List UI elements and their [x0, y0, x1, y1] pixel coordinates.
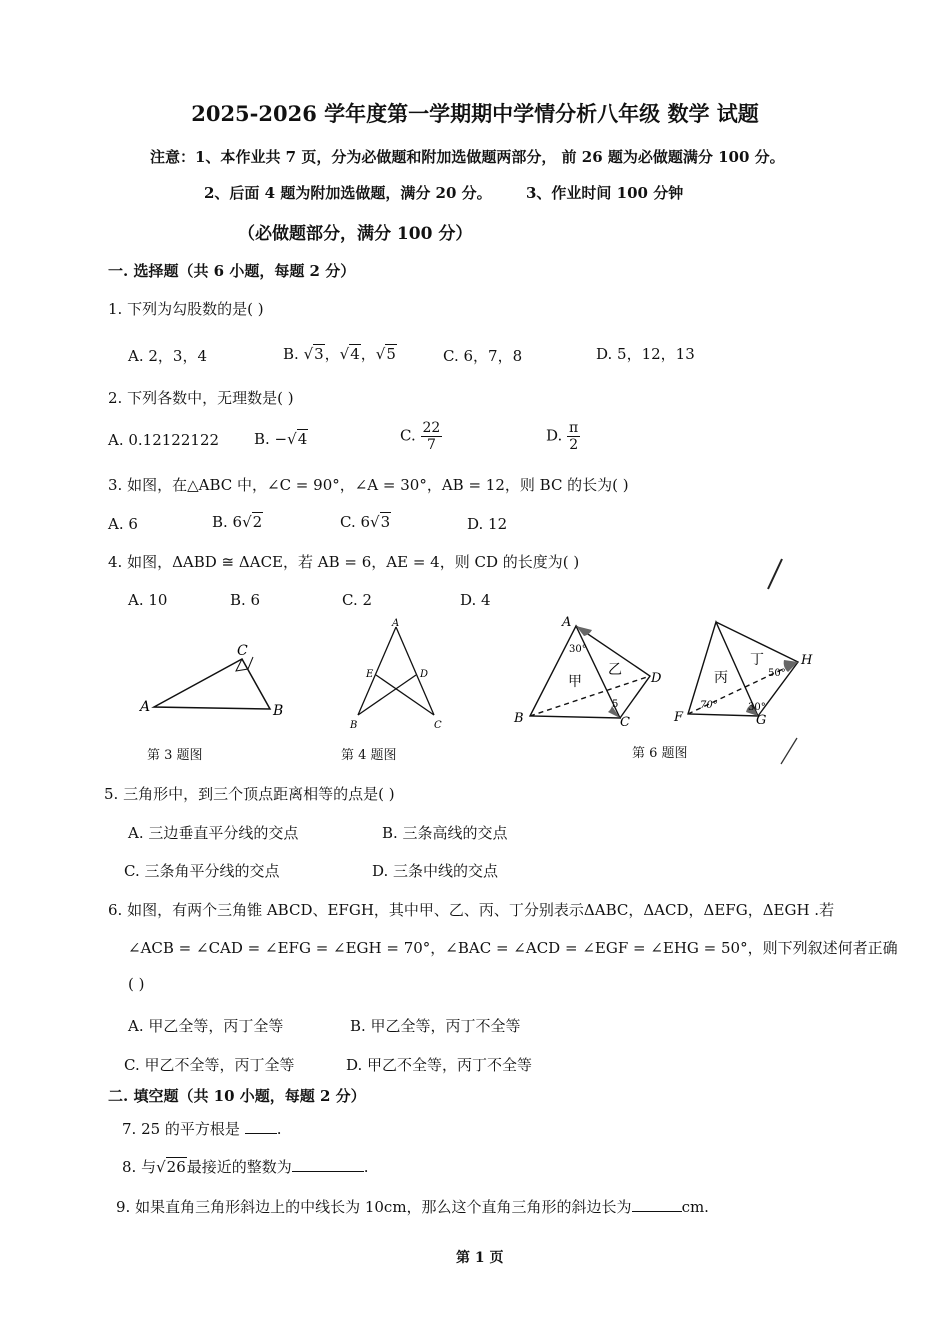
section1-heading: 一. 选择题（共 6 小题，每题 2 分） — [108, 262, 356, 280]
note-line-2b: 3、作业时间 100 分钟 — [526, 184, 684, 202]
q9-answer-blank[interactable] — [632, 1195, 682, 1212]
figure-q6-left — [508, 612, 678, 732]
q3-option-c: C. 6√3 — [340, 513, 391, 531]
q1-option-a: A. 2，3，4 — [128, 347, 207, 365]
q5-stem: 5. 三角形中，到三个顶点距离相等的点是( ) — [104, 785, 395, 803]
q6-option-b: B. 甲乙全等，丙丁不全等 — [350, 1017, 521, 1035]
label-a: A — [562, 615, 572, 630]
angle-70: 70° — [700, 700, 718, 711]
label-c: C — [237, 643, 248, 659]
q4-option-b: B. 6 — [230, 591, 261, 609]
q7-answer-blank[interactable] — [245, 1117, 277, 1134]
caption-fig3: 第 3 题图 — [147, 748, 203, 763]
q4-option-a: A. 10 — [128, 591, 168, 609]
q3-option-a: A. 6 — [108, 515, 138, 533]
q4-stem: 4. 如图，ΔABD ≅ ΔACE，若 AB = 6，AE = 4，则 CD 的长度为( ) — [108, 553, 580, 571]
q2-option-c: C. $\frac{22}{7}$ — [400, 420, 441, 454]
label-ding: 丁 — [750, 652, 764, 668]
angle-30: 30° — [748, 702, 766, 713]
exam-title: 2025-2026 学年度第一学期期中学情分析八年级 数学 试题 — [191, 101, 759, 126]
label-jia: 甲 — [568, 674, 582, 690]
q5-option-b: B. 三条高线的交点 — [382, 824, 508, 842]
q4-option-c: C. 2 — [342, 591, 373, 609]
angle-30: 30° — [569, 644, 587, 655]
note-line-2a: 2、后面 4 题为附加选做题，满分 20 分。 — [204, 184, 492, 202]
q1-option-b: B. √3，√4，√5 — [283, 345, 396, 363]
figure-q6-left-lines — [530, 626, 650, 718]
label-bing: 丙 — [714, 670, 728, 686]
section2-heading: 二. 填空题（共 10 小题，每题 2 分） — [108, 1087, 366, 1105]
label-d: D — [420, 669, 429, 680]
q7: 7. 25 的平方根是 . — [122, 1117, 282, 1139]
q3-stem: 3. 如图，在△ABC 中，∠C = 90°，∠A = 30°，AB = 12，则 BC 的长为( ) — [108, 476, 629, 494]
angle-50: 50° — [768, 668, 786, 679]
label-b: B — [273, 703, 284, 719]
page-number: 第 1 页 — [456, 1250, 504, 1266]
q8-answer-blank[interactable] — [292, 1155, 364, 1172]
q6-stem-line1: 6. 如图，有两个三角锥 ABCD、EFGH，其中甲、乙、丙、丁分别表示ΔABC，ΔACD，ΔEFG，ΔEGH .若 — [108, 901, 835, 919]
note-line-1: 注意：1、本作业共 7 页，分为必做题和附加选做题两部分， 前 26 题为必做题满分 100 分。 — [150, 148, 785, 166]
caption-fig6: 第 6 题图 — [632, 746, 688, 761]
q3-option-d: D. 12 — [467, 515, 508, 533]
label-a: A — [392, 618, 400, 629]
label-b: B — [514, 711, 524, 726]
figure-q4 — [340, 615, 460, 735]
label-e: E — [366, 669, 374, 680]
q2-option-d: D. $\frac{\pi}{2}$ — [546, 420, 579, 454]
q1-option-c: C. 6，7，8 — [443, 347, 523, 365]
q2-stem: 2. 下列各数中，无理数是( ) — [108, 389, 294, 407]
q4-option-d: D. 4 — [460, 591, 491, 609]
label-a: A — [140, 699, 151, 715]
q2-option-b: B. −√4 — [254, 430, 308, 448]
section-required-label: （必做题部分，满分 100 分） — [238, 224, 473, 244]
q6-stem-line3: ( ) — [128, 975, 145, 993]
q8: 8. 与√26最接近的整数为 . — [122, 1155, 369, 1177]
label-f: F — [674, 710, 684, 725]
q9: 9. 如果直角三角形斜边上的中线长为 10cm，那么这个直角三角形的斜边长为 cm. — [116, 1195, 709, 1217]
label-b: B — [350, 720, 358, 731]
q6-option-a: A. 甲乙全等，丙丁全等 — [128, 1017, 284, 1035]
q5-option-c: C. 三条角平分线的交点 — [124, 862, 280, 880]
q1-stem: 1. 下列为勾股数的是( ) — [108, 300, 264, 318]
angle-5: 5 — [612, 699, 619, 710]
q1-option-d: D. 5，12，13 — [596, 345, 695, 363]
q5-option-d: D. 三条中线的交点 — [372, 862, 499, 880]
pen-mark — [760, 555, 790, 595]
q6-stem-line2: ∠ACB = ∠CAD = ∠EFG = ∠EGH = 70°，∠BAC = ∠ACD = ∠EGF = ∠EHG = 50°，则下列叙述何者正确 — [128, 939, 898, 957]
label-h: H — [801, 653, 813, 668]
triangle-abc — [154, 657, 270, 709]
label-c: C — [620, 715, 630, 730]
caption-fig4: 第 4 题图 — [341, 748, 397, 763]
figure-q3 — [130, 635, 300, 725]
pen-mark-2 — [775, 730, 805, 770]
q3-option-b: B. 6√2 — [212, 513, 263, 531]
label-c: C — [434, 720, 442, 731]
q6-option-c: C. 甲乙不全等，丙丁全等 — [124, 1056, 295, 1074]
q2-option-a: A. 0.12122122 — [108, 431, 220, 449]
figure-q6-right — [670, 612, 830, 732]
q6-option-d: D. 甲乙不全等，丙丁不全等 — [346, 1056, 533, 1074]
q5-option-a: A. 三边垂直平分线的交点 — [128, 824, 299, 842]
label-d: D — [651, 671, 662, 686]
label-yi: 乙 — [608, 662, 622, 678]
label-g: G — [756, 713, 767, 728]
